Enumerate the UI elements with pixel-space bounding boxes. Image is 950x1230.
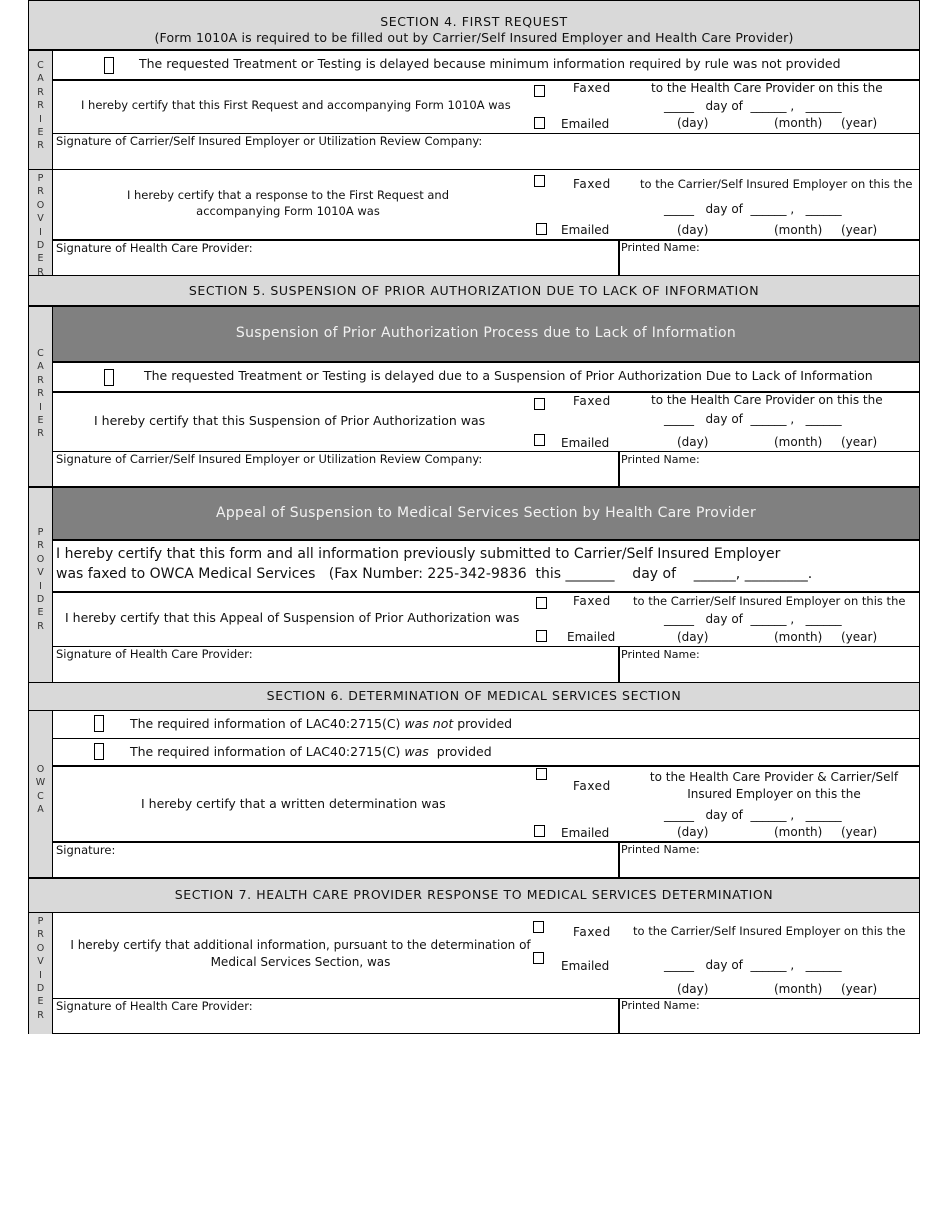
side-label-carrier: C A R R I E R [29,307,53,487]
faxed-checkbox[interactable] [534,85,545,97]
faxed-label: Faxed [573,394,611,408]
divider [618,452,620,487]
emailed-label: Emailed [561,826,610,840]
divider [618,843,620,878]
appeal-line1: I hereby certify that this form and all information previously submitted to Carrier/Self Insured Employer [56,546,781,562]
carrier-signature-label: Signature of Carrier/Self Insured Employer or Utilization Review Company: [56,134,483,148]
provider-certify-text: I hereby certify that this Appeal of Suspension of Prior Authorization was [65,610,520,625]
section7-header [29,879,919,912]
emailed-label: Emailed [567,630,616,644]
month-label: (month) [774,223,823,237]
faxed-label: Faxed [573,779,611,793]
medical-request-form [28,0,920,1034]
day-label: (day) [677,825,709,839]
faxed-label: Faxed [573,177,611,191]
side-label-provider: P R O V I D E R [29,488,53,682]
divider [29,49,919,51]
year-label: (year) [841,982,878,996]
delay-text: The requested Treatment or Testing is delayed because minimum information required by rule was not provided [139,56,841,71]
day-label: (day) [677,435,709,449]
section7-title: SECTION 7. HEALTH CARE PROVIDER RESPONSE TO MEDICAL SERVICES DETERMINATION [174,887,774,902]
divider [53,841,919,843]
emailed-label: Emailed [561,959,610,973]
divider [29,912,919,913]
faxed-label: Faxed [573,594,611,608]
emailed-label: Emailed [561,436,610,450]
provided-option: The required information of LAC40:2715(C) was provided [130,744,492,759]
printed-name-field[interactable] [621,857,917,877]
appeal-header: Appeal of Suspension to Medical Services Section by Health Care Provider [53,488,919,540]
divider [29,169,919,170]
printed-name-label: Printed Name: [621,241,700,254]
month-label: (month) [774,116,823,130]
faxed-checkbox[interactable] [534,398,545,410]
section5-title: SECTION 5. SUSPENSION OF PRIOR AUTHORIZATION DUE TO LACK OF INFORMATION [188,283,760,298]
printed-name-label: Printed Name: [621,999,700,1012]
owca-signature-field[interactable] [53,857,619,877]
divider [53,738,919,739]
provider-signature-label: Signature of Health Care Provider: [56,241,253,255]
printed-name-label: Printed Name: [621,843,700,856]
suspension-delay-text: The requested Treatment or Testing is delayed due to a Suspension of Prior Authorization Due to Lack of Information [144,368,873,383]
carrier-signature-label: Signature of Carrier/Self Insured Employer or Utilization Review Company: [56,452,483,466]
printed-name-label: Printed Name: [621,453,700,466]
date-line[interactable]: _____ day of ______ , ______ [664,612,842,626]
day-label: (day) [677,223,709,237]
carrier-to-text: to the Health Care Provider on this the [651,393,883,407]
date-line[interactable]: _____ day of ______ , ______ [664,202,842,216]
owca-to-line1: to the Health Care Provider & Carrier/Self [649,770,899,784]
month-label: (month) [774,982,823,996]
section4-subtitle: (Form 1010A is required to be filled out by Carrier/Self Insured Employer and Health Care Provider) [154,30,794,45]
carrier-certify-text: I hereby certify that this First Request and accompanying Form 1010A was [81,98,511,112]
provider-signature-label: Signature of Health Care Provider: [56,647,253,661]
carrier-certify-text: I hereby certify that this Suspension of Prior Authorization was [94,413,486,428]
emailed-checkbox[interactable] [534,825,545,837]
printed-name-field[interactable] [621,661,917,681]
owca-certify-text: I hereby certify that a written determination was [141,796,446,811]
printed-name-field[interactable] [621,254,917,274]
faxed-label: Faxed [573,925,611,939]
provider-certify-line1: I hereby certify that a response to the First Request and [126,188,450,202]
divider [618,999,620,1034]
divider [53,591,919,593]
section5-header [29,276,919,305]
emailed-checkbox[interactable] [533,952,544,964]
printed-name-field[interactable] [621,1013,917,1033]
section4-title: SECTION 4. FIRST REQUEST [380,14,568,29]
divider [618,647,620,682]
emailed-checkbox[interactable] [534,434,545,446]
owca-to-line2: Insured Employer on this the [687,787,861,801]
year-label: (year) [841,223,878,237]
section6-title: SECTION 6. DETERMINATION OF MEDICAL SERVICES SECTION [266,688,682,703]
faxed-checkbox[interactable] [536,597,547,609]
provider-to-text: to the Carrier/Self Insured Employer on this the [633,594,906,608]
appeal-line2[interactable]: was faxed to OWCA Medical Services (Fax Number: 225-342-9836 this _______ day of ______, _________. [56,566,813,582]
provider-signature-label: Signature of Health Care Provider: [56,999,253,1013]
provider-certify-line1: I hereby certify that additional information, pursuant to the determination of [70,938,531,952]
month-label: (month) [774,825,823,839]
owca-signature-label: Signature: [56,843,116,857]
emailed-checkbox[interactable] [536,223,547,235]
emailed-checkbox[interactable] [534,117,545,129]
divider [53,539,919,541]
emailed-label: Emailed [561,117,610,131]
carrier-signature-field[interactable] [53,466,619,486]
carrier-to-text: to the Health Care Provider on this the [651,81,883,95]
divider [29,710,919,711]
provider-certify-line2: accompanying Form 1010A was [196,204,380,218]
provider-signature-field[interactable] [53,254,619,274]
date-line[interactable]: _____ day of ______ , ______ [664,412,842,426]
not-provided-option: The required information of LAC40:2715(C) was not provided [130,716,513,731]
divider [53,361,919,363]
side-label-owca: O W C A [29,711,53,878]
side-label-provider: P R O V I D E R [29,913,53,1034]
faxed-checkbox[interactable] [536,768,547,780]
year-label: (year) [841,825,878,839]
day-label: (day) [677,116,709,130]
emailed-label: Emailed [561,223,610,237]
day-label: (day) [677,982,709,996]
year-label: (year) [841,630,878,644]
date-line[interactable]: _____ day of ______ , ______ [664,99,842,113]
provider-to-text: to the Carrier/Self Insured Employer on this the [633,924,906,938]
side-label-carrier: C A R R I E R [29,51,53,169]
section6-header [29,683,919,710]
provider-signature-field[interactable] [53,1013,619,1033]
not-provided-checkbox[interactable] [94,715,104,732]
delay-checkbox[interactable] [104,57,114,74]
side-label-provider: P R O V I D E R [29,170,53,275]
carrier-signature-field[interactable] [53,147,919,167]
day-label: (day) [677,630,709,644]
section4-header [29,1,919,50]
provider-certify-line2: Medical Services Section, was [210,955,391,969]
year-label: (year) [841,116,878,130]
provided-checkbox[interactable] [94,743,104,760]
faxed-checkbox[interactable] [534,175,545,187]
month-label: (month) [774,630,823,644]
emailed-checkbox[interactable] [536,630,547,642]
faxed-checkbox[interactable] [533,921,544,933]
month-label: (month) [774,435,823,449]
printed-name-label: Printed Name: [621,648,700,661]
divider [53,765,919,767]
provider-to-text: to the Carrier/Self Insured Employer on this the [640,177,913,191]
divider [618,240,620,275]
faxed-label: Faxed [573,81,611,95]
suspension-header: Suspension of Prior Authorization Process due to Lack of Information [53,307,919,362]
provider-signature-field[interactable] [53,661,619,681]
date-line[interactable]: _____ day of ______ , ______ [664,808,842,822]
suspension-checkbox[interactable] [104,369,114,386]
year-label: (year) [841,435,878,449]
printed-name-field[interactable] [621,466,917,486]
date-line[interactable]: _____ day of ______ , ______ [664,958,842,972]
